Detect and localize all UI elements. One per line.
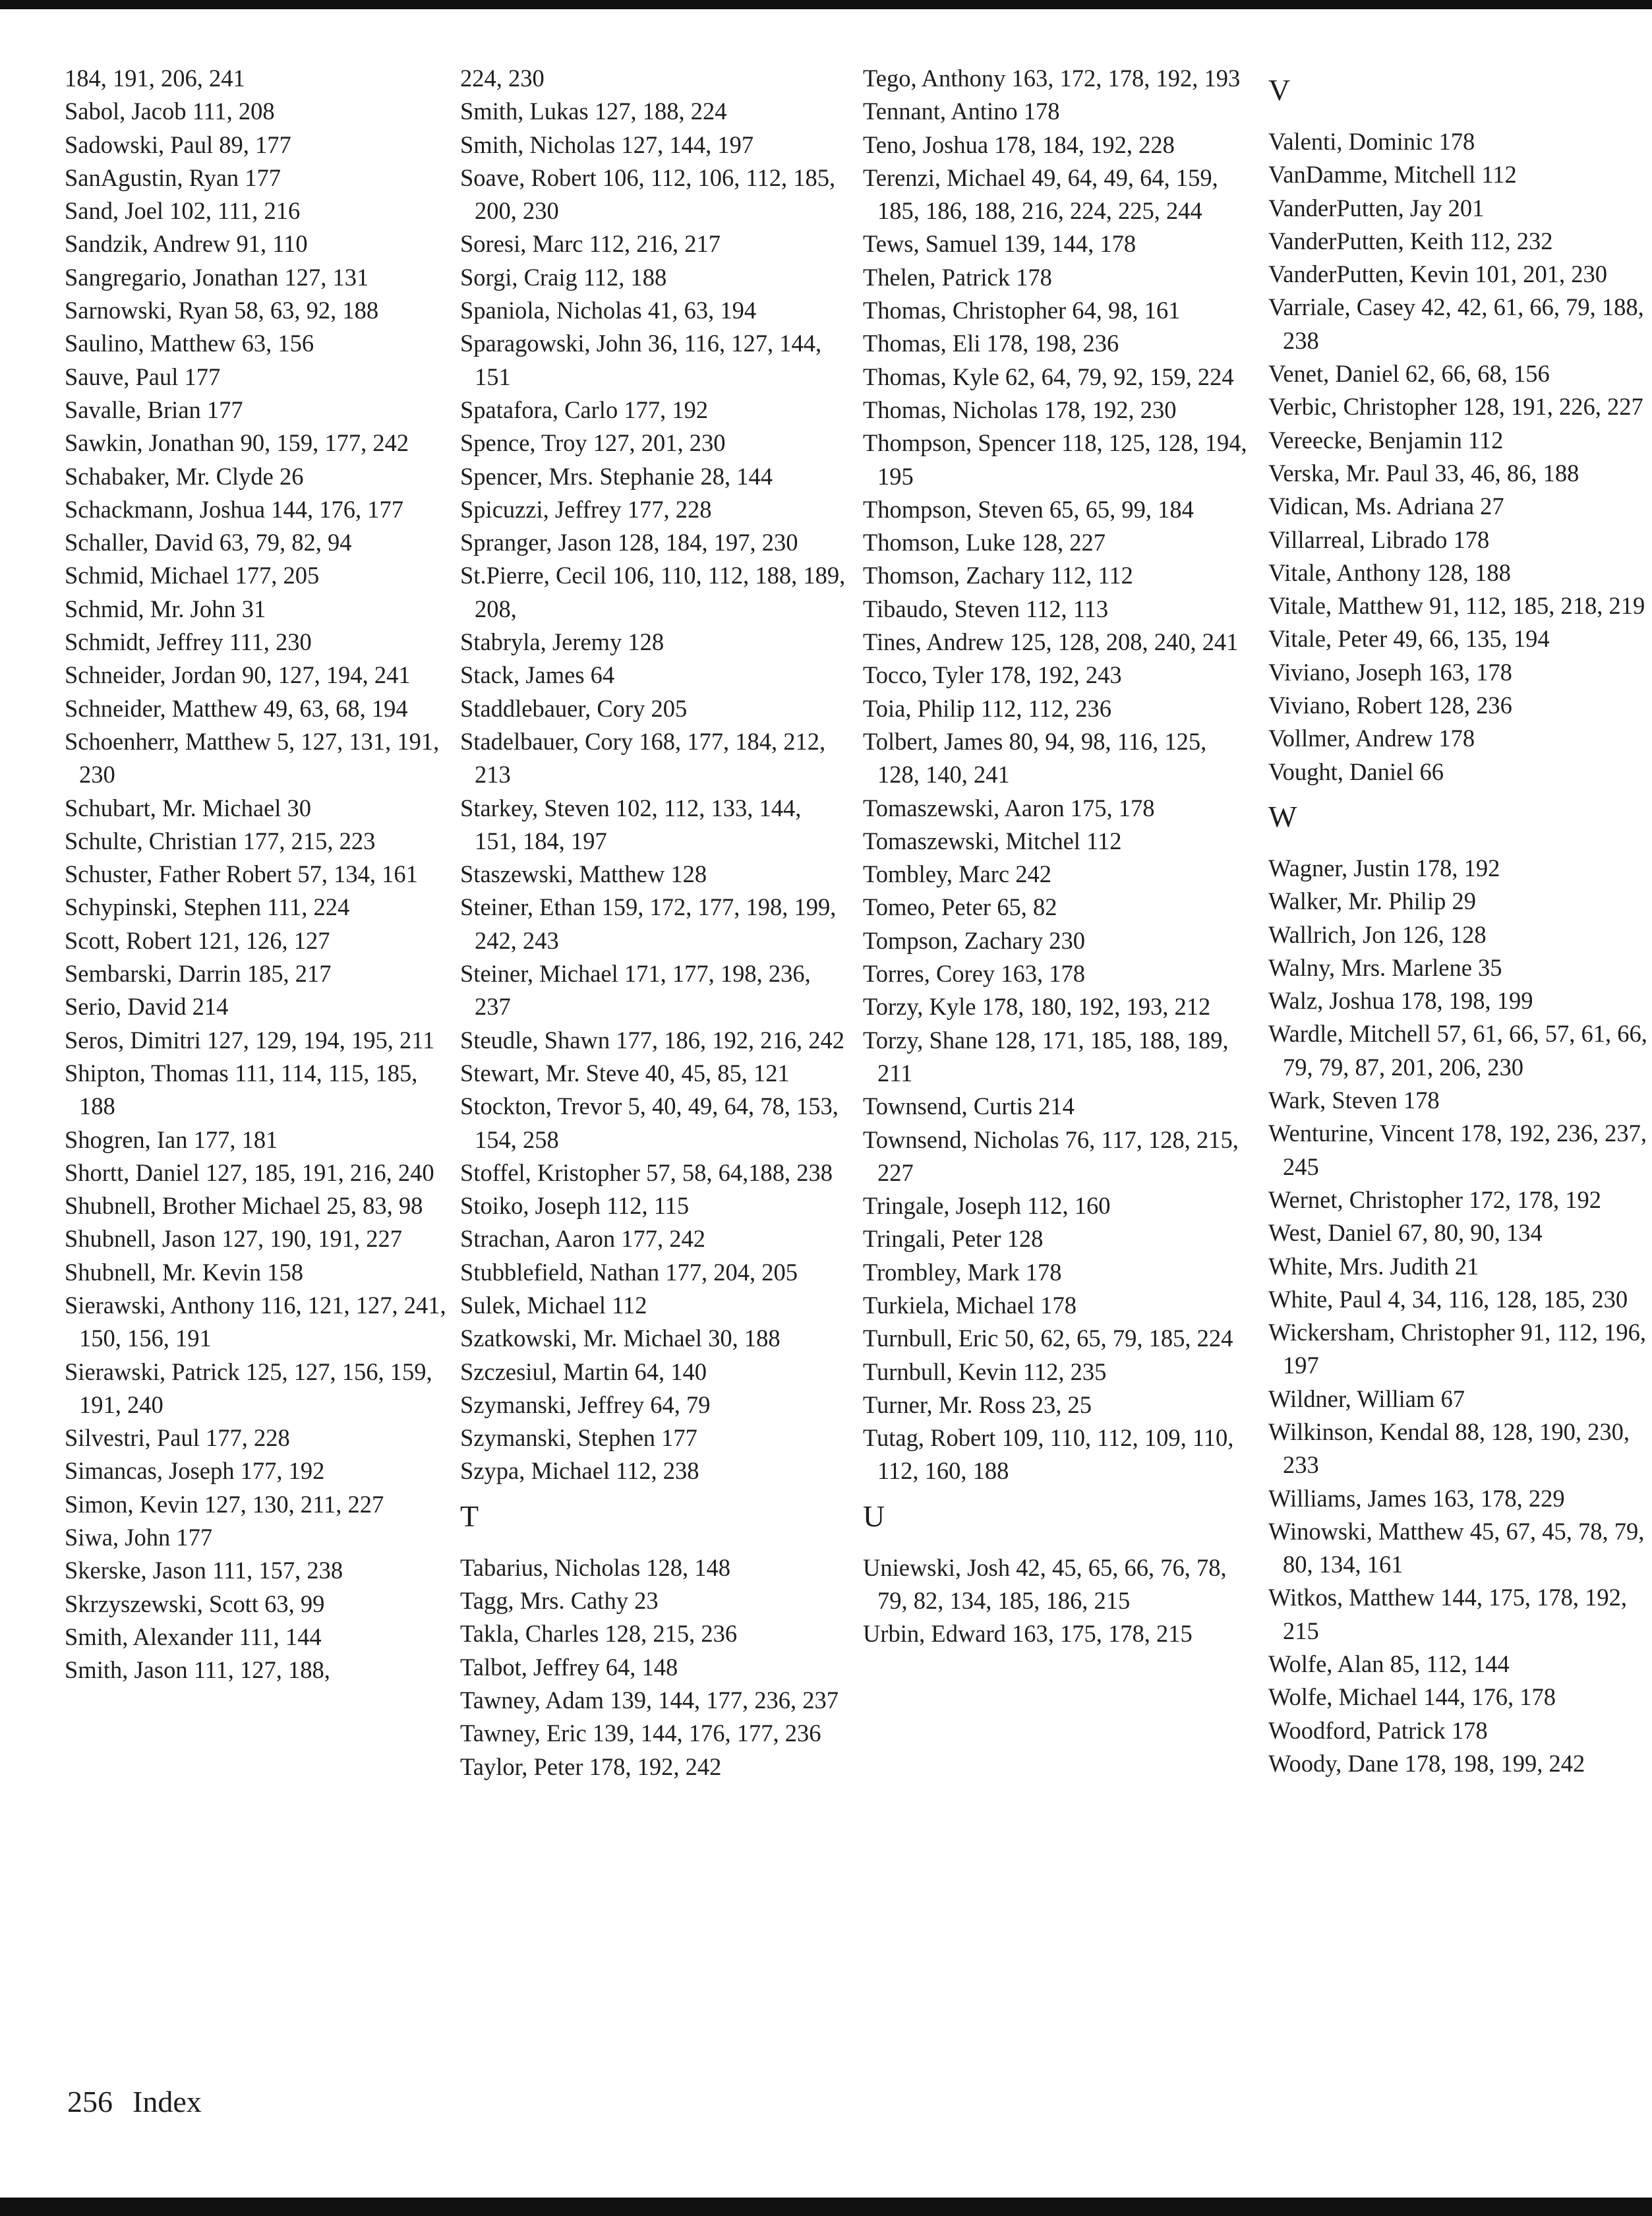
scan-edge-bottom: [0, 2198, 1652, 2216]
index-entry: Spaniola, Nicholas 41, 63, 194: [460, 297, 757, 324]
index-entry: Thompson, Steven 65, 65, 99, 184: [863, 495, 1194, 523]
index-entry: Schneider, Jordan 90, 127, 194, 241: [65, 661, 411, 689]
index-entry: Teno, Joshua 178, 184, 192, 228: [863, 131, 1175, 158]
index-entry: Staddlebauer, Cory 205: [460, 694, 688, 722]
index-entry: Wark, Steven 178: [1268, 1087, 1440, 1114]
index-entry: Schuster, Father Robert 57, 134, 161: [65, 860, 418, 888]
index-entry: Wickersham, Christopher 91, 112, 196, 197: [1268, 1319, 1646, 1379]
index-entry: Sembarski, Darrin 185, 217: [65, 960, 332, 988]
index-entry: SanAgustin, Ryan 177: [65, 164, 281, 191]
scan-edge-top: [0, 0, 1652, 9]
index-entry: VanDamme, Mitchell 112: [1268, 161, 1517, 189]
index-entry: Tawney, Adam 139, 144, 177, 236, 237: [460, 1686, 839, 1714]
index-entry: Stewart, Mr. Steve 40, 45, 85, 121: [460, 1059, 790, 1087]
index-entry: Scott, Robert 121, 126, 127: [65, 926, 330, 954]
index-entry: Tringale, Joseph 112, 160: [863, 1192, 1111, 1220]
index-entry: Stoffel, Kristopher 57, 58, 64,188, 238: [460, 1158, 833, 1186]
index-entry: Turnbull, Kevin 112, 235: [863, 1358, 1107, 1385]
index-entry: Trombley, Mark 178: [863, 1258, 1062, 1286]
index-entry: Stockton, Trevor 5, 40, 49, 64, 78, 153, 154, 258: [460, 1093, 839, 1153]
index-entry: Skrzyszewski, Scott 63, 99: [65, 1590, 325, 1617]
index-entry: Smith, Alexander 111, 144: [65, 1623, 322, 1650]
index-entry: Toia, Philip 112, 112, 236: [863, 694, 1111, 722]
index-entry: Thomas, Kyle 62, 64, 79, 92, 159, 224: [863, 363, 1234, 390]
index-entry: Tutag, Robert 109, 110, 112, 109, 110, 112, 160, 188: [863, 1424, 1234, 1485]
index-entry: Schmid, Michael 177, 205: [65, 562, 320, 589]
section-letter-heading: V: [1268, 73, 1291, 107]
page-number: 256: [67, 2085, 113, 2118]
index-entry: Stabryla, Jeremy 128: [460, 628, 664, 656]
index-entry: Viviano, Robert 128, 236: [1268, 692, 1512, 719]
page-title: Index: [133, 2085, 202, 2118]
index-entry: Woody, Dane 178, 198, 199, 242: [1268, 1749, 1585, 1777]
index-entry: Savalle, Brian 177: [65, 396, 243, 423]
index-entry: Tibaudo, Steven 112, 113: [863, 595, 1109, 622]
index-entry: Schabaker, Mr. Clyde 26: [65, 462, 304, 490]
index-entry: Sarnowski, Ryan 58, 63, 92, 188: [65, 297, 379, 324]
index-entry: Shubnell, Mr. Kevin 158: [65, 1258, 303, 1286]
index-entry: Torres, Corey 163, 178: [863, 960, 1086, 988]
index-column-1: [65, 62, 454, 1687]
index-entry: Walny, Mrs. Marlene 35: [1268, 953, 1502, 981]
index-entry: Vitale, Matthew 91, 112, 185, 218, 219: [1268, 592, 1645, 620]
index-entry: Tomaszewski, Mitchel 112: [863, 827, 1122, 854]
index-entry: Sandzik, Andrew 91, 110: [65, 230, 308, 258]
index-entry: VanderPutten, Jay 201: [1268, 194, 1485, 222]
index-entry: Taylor, Peter 178, 192, 242: [460, 1752, 722, 1780]
index-entry: Strachan, Aaron 177, 242: [460, 1225, 706, 1253]
index-entry: Szymanski, Stephen 177: [460, 1424, 697, 1452]
index-entry: Townsend, Curtis 214: [863, 1093, 1075, 1120]
index-entry: Wolfe, Alan 85, 112, 144: [1268, 1650, 1510, 1678]
index-entry: Wenturine, Vincent 178, 192, 236, 237, 245: [1268, 1120, 1647, 1180]
index-entry: Wilkinson, Kendal 88, 128, 190, 230, 233: [1268, 1418, 1630, 1479]
index-entry: Siwa, John 177: [65, 1524, 213, 1551]
index-entry: Tagg, Mrs. Cathy 23: [460, 1587, 659, 1615]
index-entry: Vitale, Anthony 128, 188: [1268, 558, 1511, 586]
index-entry: Townsend, Nicholas 76, 117, 128, 215, 227: [863, 1125, 1239, 1186]
index-entry: Venet, Daniel 62, 66, 68, 156: [1268, 360, 1550, 388]
index-entry: Sulek, Michael 112: [460, 1291, 647, 1319]
index-entry: Schneider, Matthew 49, 63, 68, 194: [65, 694, 408, 722]
index-entry: Starkey, Steven 102, 112, 133, 144, 151, 184, 197: [460, 794, 802, 854]
index-entry: Saulino, Matthew 63, 156: [65, 330, 314, 357]
index-entry: Schypinski, Stephen 111, 224: [65, 893, 350, 921]
index-entry: 184, 191, 206, 241: [65, 65, 245, 92]
index-entry: Simon, Kevin 127, 130, 211, 227: [65, 1490, 384, 1518]
index-entry: Urbin, Edward 163, 175, 178, 215: [863, 1620, 1193, 1648]
index-entry: Stadelbauer, Cory 168, 177, 184, 212, 213: [460, 727, 826, 789]
index-entry: Skerske, Jason 111, 157, 238: [65, 1557, 343, 1584]
index-entry: Tompson, Zachary 230: [863, 926, 1086, 954]
index-entry: Turkiela, Michael 178: [863, 1291, 1077, 1319]
index-entry: Shubnell, Jason 127, 190, 191, 227: [65, 1225, 403, 1253]
index-entry: Spencer, Mrs. Stephanie 28, 144: [460, 462, 773, 490]
index-entry: Uniewski, Josh 42, 45, 65, 66, 76, 78, 79, 82, 134, 185, 186, 215: [863, 1553, 1227, 1615]
index-entry: Szymanski, Jeffrey 64, 79: [460, 1391, 711, 1418]
index-entry: Woodford, Patrick 178: [1268, 1716, 1488, 1744]
index-entry: Szypa, Michael 112, 238: [460, 1457, 699, 1485]
index-entry: Varriale, Casey 42, 42, 61, 66, 79, 188, 238: [1268, 293, 1644, 354]
index-entry: Williams, James 163, 178, 229: [1268, 1484, 1565, 1512]
index-entry: Steiner, Michael 171, 177, 198, 236, 237: [460, 960, 811, 1021]
index-entry: VanderPutten, Keith 112, 232: [1268, 227, 1553, 255]
index-column-4: [1268, 62, 1652, 1780]
index-entry: Schackmann, Joshua 144, 176, 177: [65, 495, 403, 523]
index-entry: Wildner, William 67: [1268, 1385, 1465, 1412]
index-entry: Thelen, Patrick 178: [863, 263, 1052, 291]
index-entry: Thomson, Luke 128, 227: [863, 529, 1106, 556]
index-entry: Vereecke, Benjamin 112: [1268, 426, 1504, 454]
index-entry: Sadowski, Paul 89, 177: [65, 131, 291, 158]
index-entry: Stack, James 64: [460, 661, 615, 689]
index-entry: Szczesiul, Martin 64, 140: [460, 1358, 707, 1385]
index-entry: Tringali, Peter 128: [863, 1225, 1044, 1253]
index-entry: Turner, Mr. Ross 23, 25: [863, 1391, 1092, 1418]
index-entry: Sparagowski, John 36, 116, 127, 144, 151: [460, 330, 822, 390]
index-entry: Thomas, Nicholas 178, 192, 230: [863, 396, 1177, 423]
index-entry: Thomas, Eli 178, 198, 236: [863, 330, 1119, 357]
index-entry: Walz, Joshua 178, 198, 199: [1268, 987, 1533, 1015]
index-entry: Wardle, Mitchell 57, 61, 66, 57, 61, 66, 79, 79, 87, 201, 206, 230: [1268, 1020, 1647, 1081]
index-entry: Smith, Nicholas 127, 144, 197: [460, 131, 754, 158]
index-entry: Talbot, Jeffrey 64, 148: [460, 1653, 678, 1681]
index-entry: Verska, Mr. Paul 33, 46, 86, 188: [1268, 459, 1579, 487]
index-entry: Shipton, Thomas 111, 114, 115, 185, 188: [65, 1059, 418, 1120]
page-folio: [67, 2083, 202, 2120]
index-entry: Shortt, Daniel 127, 185, 191, 216, 240: [65, 1158, 434, 1186]
index-entry: Stoiko, Joseph 112, 115: [460, 1192, 690, 1220]
section-letter-heading: W: [1268, 799, 1297, 833]
index-entry: Seros, Dimitri 127, 129, 194, 195, 211: [65, 1026, 435, 1054]
index-entry: Tocco, Tyler 178, 192, 243: [863, 661, 1122, 689]
index-entry: White, Mrs. Judith 21: [1268, 1252, 1479, 1280]
index-entry: White, Paul 4, 34, 116, 128, 185, 230: [1268, 1285, 1628, 1313]
index-entry: Valenti, Dominic 178: [1268, 128, 1475, 155]
index-entry: Turnbull, Eric 50, 62, 65, 79, 185, 224: [863, 1325, 1233, 1352]
index-entry: Serio, David 214: [65, 993, 229, 1021]
index-entry: Wallrich, Jon 126, 128: [1268, 920, 1487, 948]
index-entry: Sabol, Jacob 111, 208: [65, 98, 275, 125]
index-entry: Spence, Troy 127, 201, 230: [460, 429, 726, 457]
index-entry: Smith, Lukas 127, 188, 224: [460, 98, 727, 125]
index-entry: Verbic, Christopher 128, 191, 226, 227: [1268, 393, 1643, 421]
index-entry: St.Pierre, Cecil 106, 110, 112, 188, 189, 208,: [460, 562, 846, 622]
index-entry: Schoenherr, Matthew 5, 127, 131, 191, 230: [65, 727, 440, 789]
index-entry: Wagner, Justin 178, 192: [1268, 854, 1500, 882]
index-entry: Thomson, Zachary 112, 112: [863, 562, 1133, 589]
index-entry: Steudle, Shawn 177, 186, 192, 216, 242: [460, 1026, 844, 1054]
index-entry: VanderPutten, Kevin 101, 201, 230: [1268, 260, 1607, 288]
index-entry: 224, 230: [460, 65, 545, 92]
index-column-2: [460, 62, 849, 1783]
index-entry: West, Daniel 67, 80, 90, 134: [1268, 1219, 1543, 1247]
index-entry: Tews, Samuel 139, 144, 178: [863, 230, 1136, 258]
index-entry: Soresi, Marc 112, 216, 217: [460, 230, 721, 258]
index-entry: Tego, Anthony 163, 172, 178, 192, 193: [863, 65, 1241, 92]
index-entry: Vought, Daniel 66: [1268, 758, 1444, 785]
index-entry: Torzy, Kyle 178, 180, 192, 193, 212: [863, 993, 1211, 1021]
index-entry: Tabarius, Nicholas 128, 148: [460, 1553, 731, 1581]
index-entry: Thompson, Spencer 118, 125, 128, 194, 195: [863, 429, 1247, 490]
index-entry: Tines, Andrew 125, 128, 208, 240, 241: [863, 628, 1239, 656]
index-entry: Schmidt, Jeffrey 111, 230: [65, 628, 312, 656]
index-entry: Soave, Robert 106, 112, 106, 112, 185, 200, 230: [460, 164, 836, 225]
index-entry: Viviano, Joseph 163, 178: [1268, 658, 1512, 686]
index-entry: Tombley, Marc 242: [863, 860, 1051, 888]
index-entry: Silvestri, Paul 177, 228: [65, 1424, 290, 1452]
index-entry: Vitale, Peter 49, 66, 135, 194: [1268, 625, 1550, 653]
index-entry: Staszewski, Matthew 128: [460, 860, 707, 888]
index-entry: Terenzi, Michael 49, 64, 49, 64, 159, 185, 186, 188, 216, 224, 225, 244: [863, 164, 1218, 225]
index-entry: Schmid, Mr. John 31: [65, 595, 266, 622]
index-entry: Schubart, Mr. Michael 30: [65, 794, 312, 822]
index-entry: Villarreal, Librado 178: [1268, 525, 1490, 553]
index-entry: Schulte, Christian 177, 215, 223: [65, 827, 376, 854]
index-entry: Sand, Joel 102, 111, 216: [65, 197, 301, 225]
index-entry: Tolbert, James 80, 94, 98, 116, 125, 128, 140, 241: [863, 727, 1207, 789]
index-entry: Shubnell, Brother Michael 25, 83, 98: [65, 1192, 423, 1220]
index-entry: Sauve, Paul 177: [65, 363, 221, 390]
index-entry: Wernet, Christopher 172, 178, 192: [1268, 1185, 1601, 1213]
index-entry: Vidican, Ms. Adriana 27: [1268, 493, 1504, 520]
index-entry: Spicuzzi, Jeffrey 177, 228: [460, 495, 712, 523]
index-entry: Steiner, Ethan 159, 172, 177, 198, 199, 242, 243: [460, 893, 837, 954]
index-entry: Walker, Mr. Philip 29: [1268, 887, 1476, 915]
index-entry: Sorgi, Craig 112, 188: [460, 263, 667, 291]
index-entry: Wolfe, Michael 144, 176, 178: [1268, 1683, 1556, 1711]
index-entry: Takla, Charles 128, 215, 236: [460, 1620, 738, 1648]
index-entry: Sierawski, Patrick 125, 127, 156, 159, 191, 240: [65, 1358, 432, 1418]
section-letter-heading: U: [863, 1499, 885, 1533]
index-entry: Tomaszewski, Aaron 175, 178: [863, 794, 1155, 822]
index-entry: Spatafora, Carlo 177, 192: [460, 396, 709, 423]
index-entry: Torzy, Shane 128, 171, 185, 188, 189, 211: [863, 1026, 1229, 1087]
section-letter-heading: T: [460, 1499, 479, 1533]
index-entry: Sawkin, Jonathan 90, 159, 177, 242: [65, 429, 409, 457]
index-entry: Tomeo, Peter 65, 82: [863, 893, 1057, 921]
index-entry: Thomas, Christopher 64, 98, 161: [863, 297, 1181, 324]
index-entry: Sierawski, Anthony 116, 121, 127, 241, 150, 156, 191: [65, 1291, 446, 1352]
index-entry: Szatkowski, Mr. Michael 30, 188: [460, 1325, 781, 1352]
index-entry: Vollmer, Andrew 178: [1268, 725, 1475, 752]
index-entry: Spranger, Jason 128, 184, 197, 230: [460, 529, 798, 556]
index-entry: Stubblefield, Nathan 177, 204, 205: [460, 1258, 798, 1286]
index-entry: Witkos, Matthew 144, 175, 178, 192, 215: [1268, 1584, 1627, 1644]
index-entry: Sangregario, Jonathan 127, 131: [65, 263, 369, 291]
index-entry: Winowski, Matthew 45, 67, 45, 78, 79, 80, 134, 161: [1268, 1517, 1645, 1578]
index-entry: Smith, Jason 111, 127, 188,: [65, 1656, 330, 1684]
index-entry: Tennant, Antino 178: [863, 98, 1060, 125]
index-entry: Tawney, Eric 139, 144, 176, 177, 236: [460, 1720, 821, 1747]
index-entry: Shogren, Ian 177, 181: [65, 1125, 278, 1153]
index-entry: Simancas, Joseph 177, 192: [65, 1457, 325, 1485]
index-entry: Schaller, David 63, 79, 82, 94: [65, 529, 352, 556]
index-column-3: [863, 62, 1252, 1651]
